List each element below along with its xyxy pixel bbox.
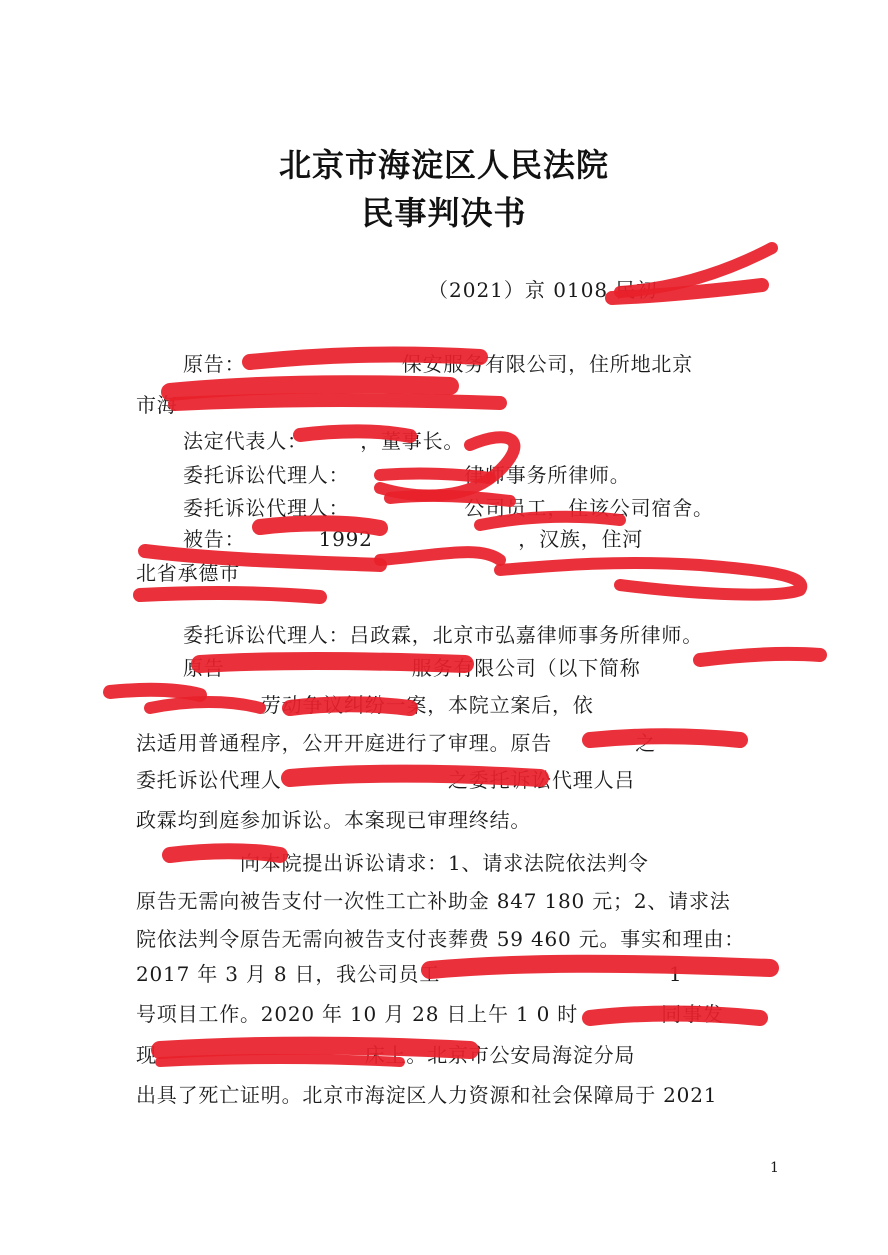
redaction-mark — [175, 400, 500, 404]
redaction-mark — [590, 736, 740, 740]
text-line: 向本院提出诉讼请求：1、请求法院依法判令 — [136, 851, 649, 875]
redaction-mark — [480, 517, 620, 525]
redaction-mark — [380, 437, 514, 495]
redaction-mark — [300, 431, 410, 436]
text-line: 劳动争议纠纷一案，本院立案后，依 — [136, 693, 594, 717]
redaction-mark — [250, 355, 480, 362]
redaction-mark — [290, 774, 540, 779]
redaction-mark — [430, 964, 770, 970]
text-line: 市海 — [136, 393, 178, 417]
redaction-mark — [170, 851, 280, 855]
redaction-mark — [145, 551, 380, 565]
text-line: 北省承德市 — [136, 561, 240, 585]
text-line: 院依法判令原告无需向被告支付丧葬费 59 460 元。事实和理由： — [136, 927, 746, 951]
text-line: 委托诉讼代理人 之委托诉讼代理人吕 — [136, 768, 636, 792]
redaction-mark — [590, 1014, 760, 1019]
redaction-mark — [140, 593, 320, 597]
redaction-mark — [700, 654, 820, 660]
document-type-heading: 民事判决书 — [361, 194, 527, 232]
text-line: 原告 服务有限公司（以下简称 — [183, 656, 641, 680]
redaction-mark — [500, 563, 801, 595]
text-line: 政霖均到庭参加诉讼。本案现已审理终结。 — [136, 808, 532, 832]
redaction-mark — [160, 1046, 470, 1051]
text-line: 法定代表人： ，董事长。 — [183, 429, 465, 453]
text-line: 被告： 1992 ，汉族，住河 — [183, 527, 644, 551]
page-number: 1 — [770, 1160, 779, 1176]
text-line: 委托诉讼代理人：吕政霖，北京市弘嘉律师事务所律师。 — [183, 623, 703, 647]
text-line: 原告无需向被告支付一次性工亡补助金 847 180 元；2、请求法 — [136, 889, 731, 913]
redaction-mark — [200, 661, 465, 664]
redaction-mark — [160, 1059, 400, 1062]
redaction-mark — [170, 384, 450, 392]
case-number: （2021）京 0108 民初 — [428, 278, 658, 302]
redaction-mark — [290, 704, 410, 708]
court-name-heading: 北京市海淀区人民法院 — [278, 146, 609, 184]
text-line: 出具了死亡证明。北京市海淀区人力资源和社会保障局于 2021 — [136, 1083, 718, 1107]
text-line: 原告： 保安服务有限公司，住所地北京 — [183, 352, 693, 376]
text-line: 号项目工作。2020 年 10 月 28 日上午 1 0 时 同事发 — [136, 1002, 724, 1026]
text-line: 委托诉讼代理人： 公司员工，住该公司宿舍。 — [183, 496, 714, 520]
redaction-mark — [260, 523, 380, 528]
redaction-mark — [390, 496, 510, 501]
text-line: 2017 年 3 月 8 日，我公司员工 1 — [136, 962, 683, 986]
text-line: 法适用普通程序，公开开庭进行了审理。原告 之 — [136, 731, 656, 755]
redaction-mark — [380, 552, 500, 560]
text-line: 委托诉讼代理人： 律师事务所律师。 — [183, 463, 631, 487]
redaction-mark — [110, 690, 200, 695]
text-line: 现 床上。北京市公安局海淀分局 — [136, 1043, 636, 1067]
redaction-mark — [380, 474, 490, 478]
redaction-mark — [150, 702, 260, 708]
